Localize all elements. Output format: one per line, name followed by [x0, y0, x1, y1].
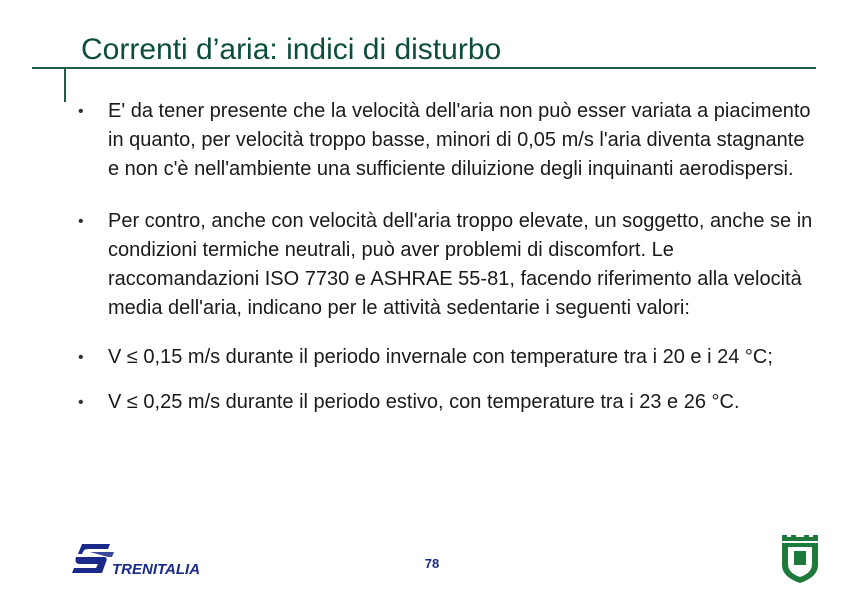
trenitalia-logo-text: TRENITALIA — [112, 561, 201, 578]
bullet-text: E' da tener presente che la velocità dell'aria non può esser variata a piacimento in quanto, per velocità troppo basse, minori di 0,05 m/s l'aria diventa stagnante e non c'è nell'ambiente una sufficiente diluizione degli inquinanti aerodispersi. — [108, 100, 811, 180]
bullet-list — [78, 97, 813, 417]
bullet-text: V ≤ 0,15 m/s durante il periodo invernale con temperature tra i 20 e i 24 °C; — [108, 346, 773, 368]
bullet-marker: • — [78, 213, 84, 230]
bullet-item — [78, 207, 813, 323]
bullet-marker: • — [78, 349, 84, 366]
bullet-marker: • — [78, 103, 84, 120]
university-crest-icon — [776, 535, 824, 593]
title-underline — [32, 67, 816, 69]
bullet-item — [78, 343, 813, 372]
bullet-marker: • — [78, 394, 84, 411]
bullet-item — [78, 97, 813, 184]
title-vertical-rule — [64, 67, 66, 102]
bullet-text: Per contro, anche con velocità dell'aria troppo elevate, un soggetto, anche se in condizioni termiche neutrali, può aver problemi di discomfort. Le raccomandazioni ISO 7730 e ASHRAE 55-81, facendo riferimento alla velocità media dell'aria, indicano per le attività sedentarie i seguenti valori: — [108, 210, 813, 319]
bullet-text: V ≤ 0,25 m/s durante il periodo estivo, con temperature tra i 23 e 26 °C. — [108, 391, 740, 413]
page-number: 78 — [424, 556, 440, 571]
slide-title: Correnti d’aria: indici di disturbo — [81, 33, 502, 66]
bullet-item — [78, 388, 813, 417]
